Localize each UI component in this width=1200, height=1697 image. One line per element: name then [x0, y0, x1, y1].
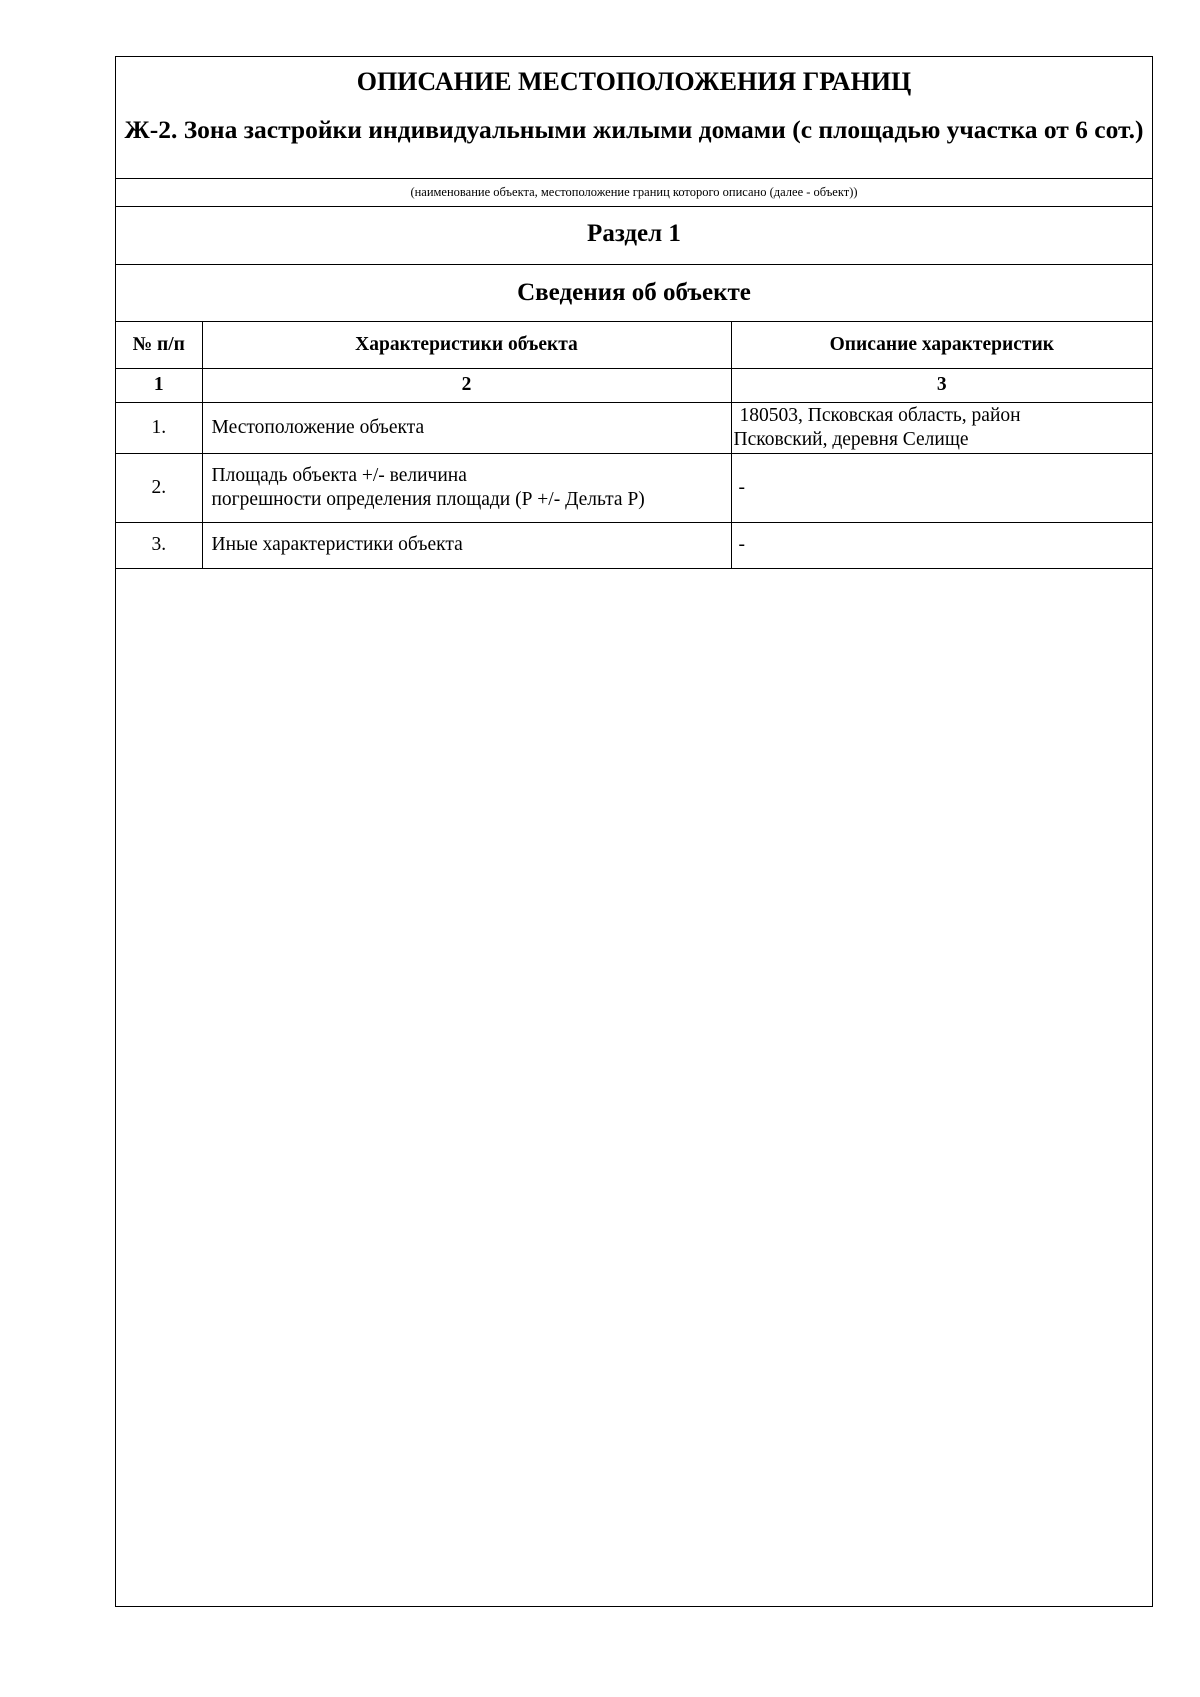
table-header-row — [116, 322, 1152, 368]
row-description: - — [731, 522, 1152, 568]
column-number-1: 1 — [116, 368, 202, 402]
column-header-number: № п/п — [116, 322, 202, 368]
column-header-characteristic: Характеристики объекта — [202, 322, 731, 368]
object-name: Ж-2. Зона застройки индивидуальными жилыми домами (с площадью участка от 6 сот.) — [124, 115, 1144, 144]
column-number-3: 3 — [731, 368, 1152, 402]
row-description — [731, 402, 1152, 453]
row-description-line: Псковский, деревня Селище — [733, 428, 969, 450]
row-description-line: 180503, Псковская область, район — [739, 404, 1021, 426]
row-number: 3. — [116, 522, 202, 568]
section-number-band — [116, 207, 1152, 265]
column-header-description: Описание характеристик — [731, 322, 1152, 368]
row-characteristic: Иные характеристики объекта — [202, 522, 731, 568]
caption-band — [116, 179, 1152, 207]
column-number-row — [116, 368, 1152, 402]
row-number: 2. — [116, 453, 202, 522]
table-row — [116, 522, 1152, 568]
section-heading-band — [116, 265, 1152, 322]
document-title: ОПИСАНИЕ МЕСТОПОЛОЖЕНИЯ ГРАНИЦ — [356, 67, 912, 96]
title-band — [116, 57, 1152, 179]
table-row — [116, 453, 1152, 522]
row-characteristic-line: погрешности определения площади (Р +/- Дельта Р) — [211, 488, 645, 510]
section-heading: Сведения об объекте — [517, 279, 751, 306]
column-number-2: 2 — [202, 368, 731, 402]
object-caption: (наименование объекта, местоположение границ которого описано (далее - объект)) — [410, 185, 858, 199]
section-number: Раздел 1 — [587, 220, 681, 247]
row-description: - — [731, 453, 1152, 522]
row-characteristic — [202, 453, 731, 522]
row-characteristic-line: Площадь объекта +/- величина — [211, 464, 467, 486]
object-properties-table — [116, 322, 1152, 569]
table-row — [116, 402, 1152, 453]
row-characteristic: Местоположение объекта — [202, 402, 731, 453]
document-frame — [115, 56, 1153, 1607]
row-number: 1. — [116, 402, 202, 453]
